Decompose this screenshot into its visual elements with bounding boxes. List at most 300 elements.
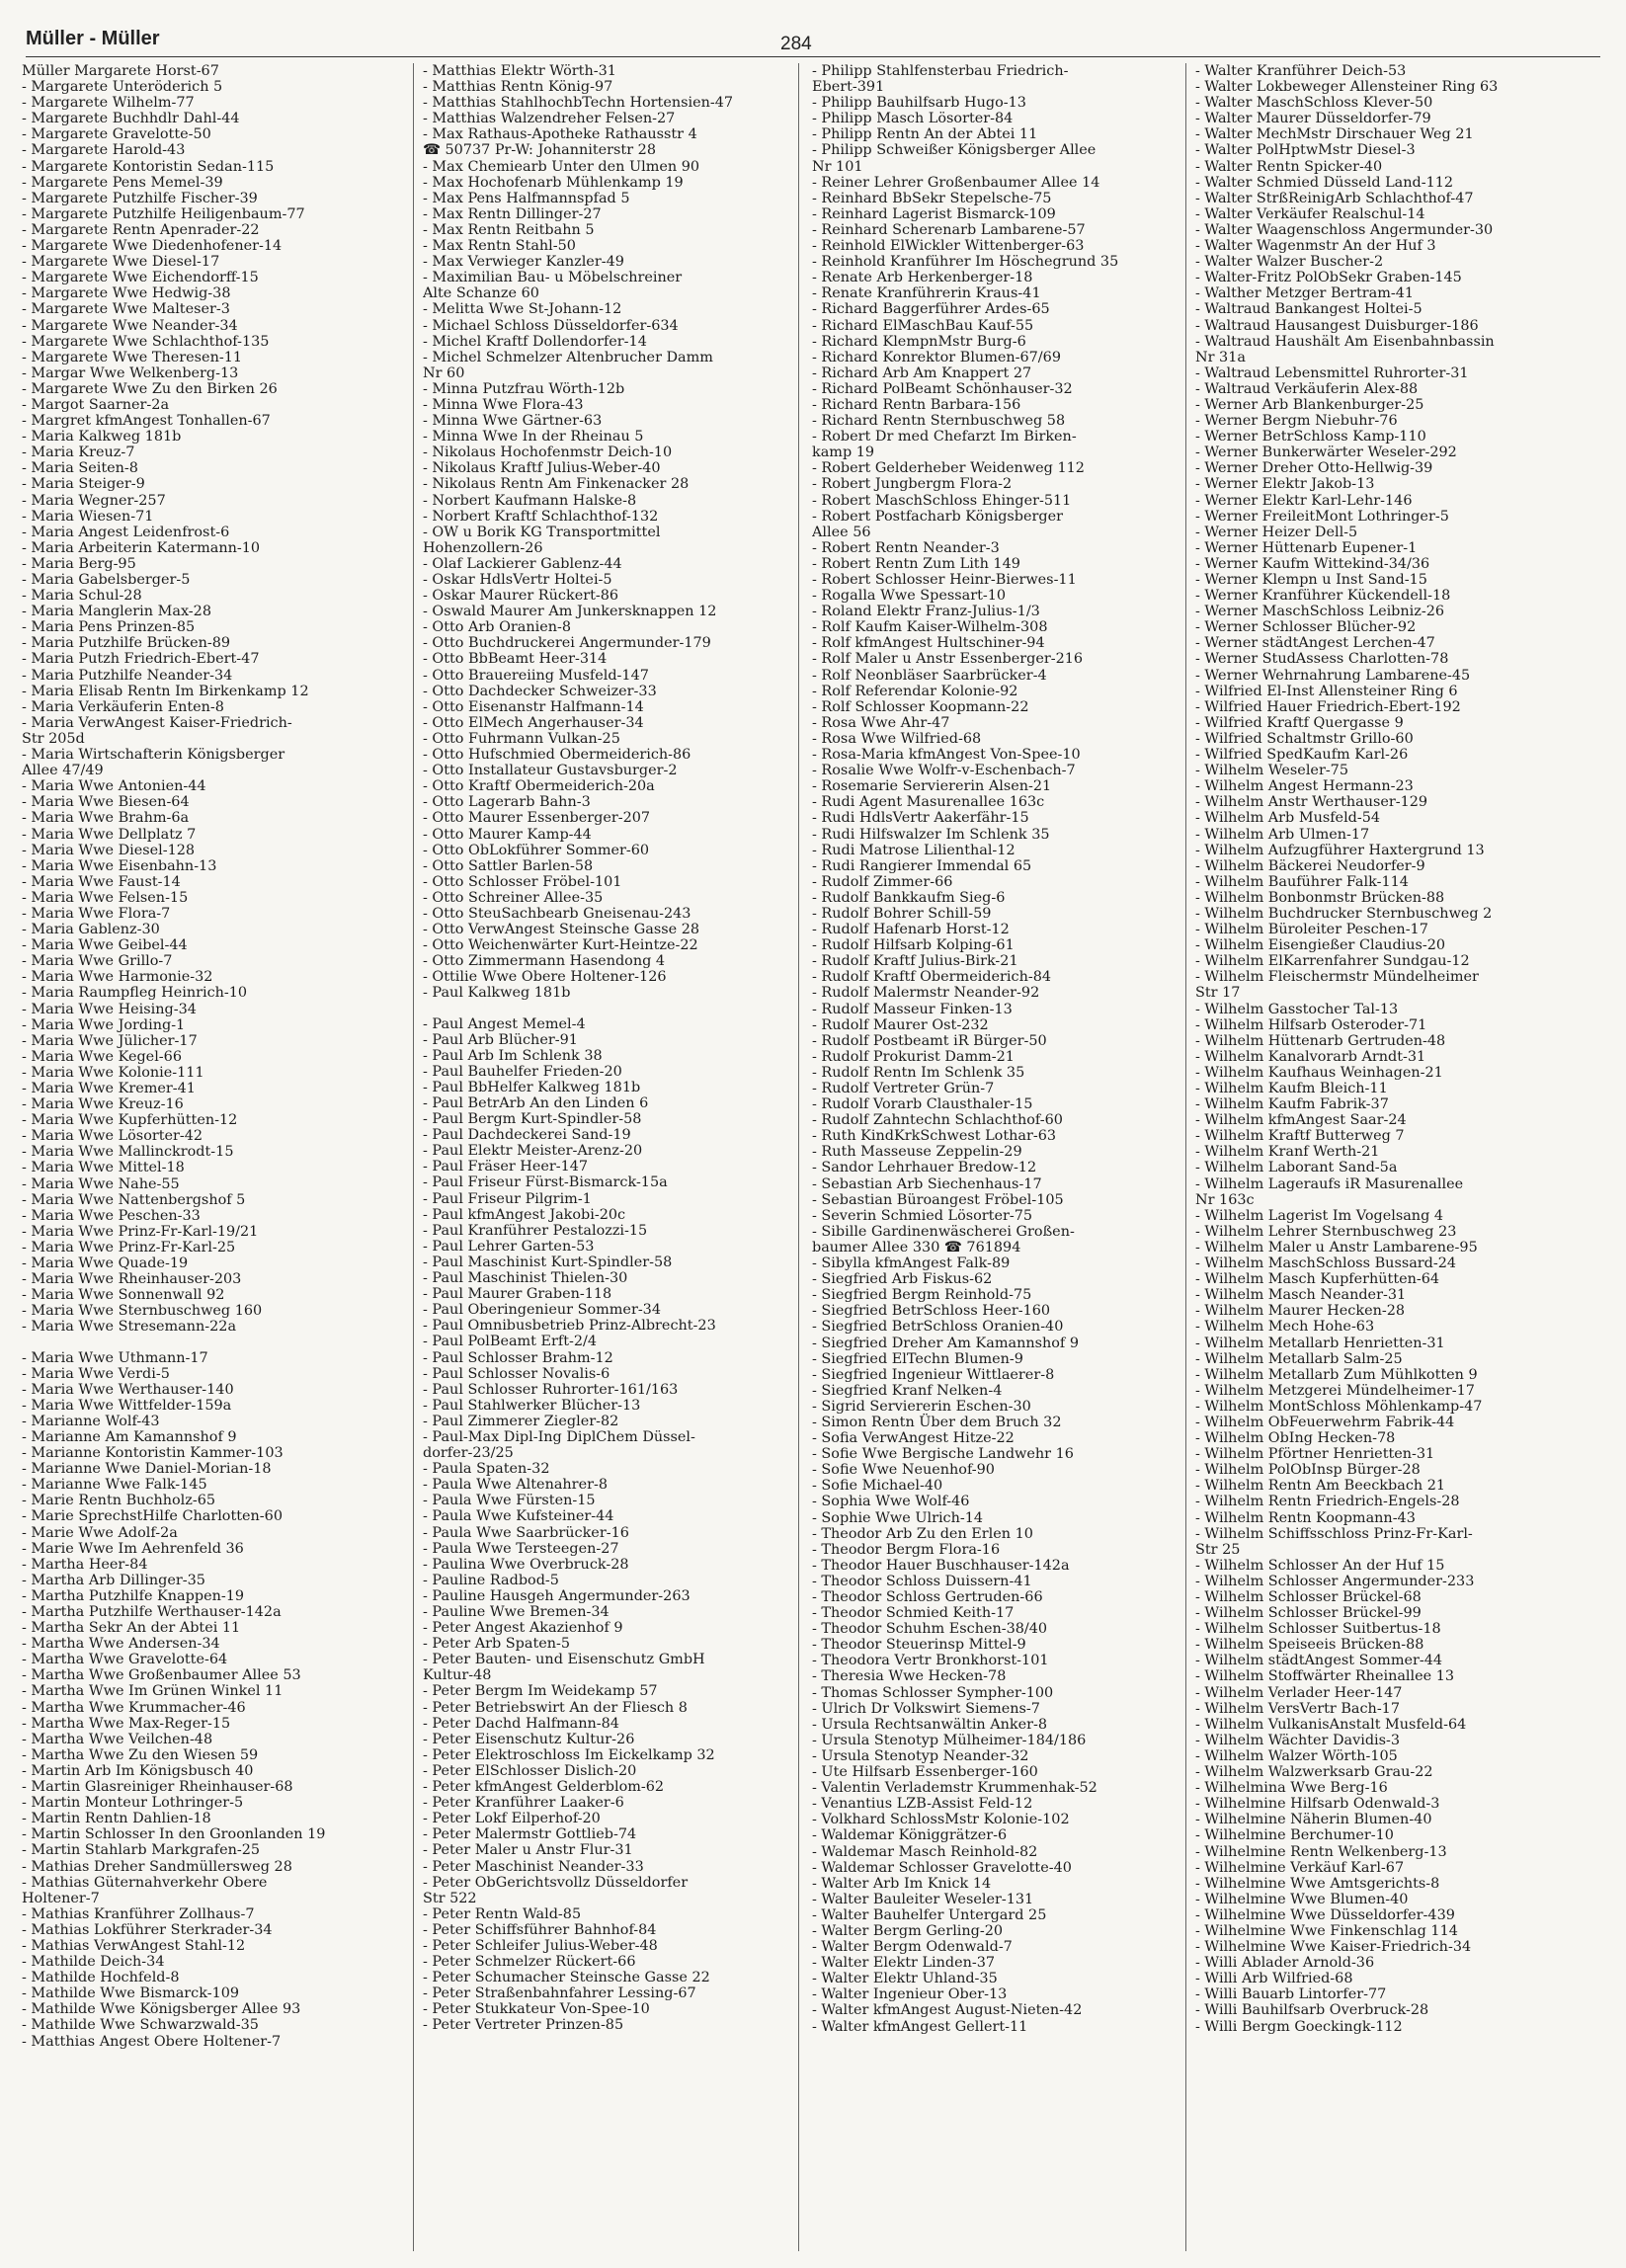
directory-entry: - Robert Schlosser Heinr-Bierwes-11 xyxy=(812,572,1077,588)
directory-entry: - Sophie Wwe Ulrich-14 xyxy=(812,1509,984,1526)
directory-entry: - Matthias Walzendreher Felsen-27 xyxy=(423,111,676,127)
directory-entry: - Walter Maurer Düsseldorfer-79 xyxy=(1195,111,1431,127)
directory-entry: - Peter Schiffsführer Bahnhof-84 xyxy=(423,1921,657,1938)
directory-entry: - Werner Heizer Dell-5 xyxy=(1195,524,1358,540)
directory-entry: - Paul PolBeamt Erft-2/4 xyxy=(423,1334,598,1350)
directory-entry: - Matthias Rentn König-97 xyxy=(423,79,613,96)
directory-entry: - Wilhelm Mech Hohe-63 xyxy=(1195,1319,1375,1336)
directory-entry: - Theodor Schuhm Eschen-38/40 xyxy=(812,1621,1048,1638)
directory-entry: - Wilhelm Lageraufs iR Masurenallee xyxy=(1195,1175,1464,1192)
directory-entry: - Reinhold Kranführer Im Höschegrund 35 xyxy=(812,254,1119,271)
directory-entry: - Martin Monteur Lothringer-5 xyxy=(22,1795,244,1812)
directory-entry: - Maria Wwe Faust-14 xyxy=(22,873,181,890)
directory-entry: - Reinhard Scherenarb Lambarene-57 xyxy=(812,221,1086,238)
directory-entry: - Maria Wwe Nahe-55 xyxy=(22,1175,180,1192)
directory-entry: - Wilhelm Masch Neander-31 xyxy=(1195,1287,1407,1304)
directory-entry: - Wilhelm Eisengießer Claudius-20 xyxy=(1195,937,1446,954)
directory-entry: - Maria Putzhilfe Brücken-89 xyxy=(22,635,231,652)
directory-entry: - Wilhelm Anstr Werthauser-129 xyxy=(1195,794,1428,811)
directory-entry: - Olaf Lackierer Gablenz-44 xyxy=(423,555,622,572)
directory-entry: - Peter Malermstr Gottlieb-74 xyxy=(423,1826,637,1843)
directory-entry: - Margarete Putzhilfe Fischer-39 xyxy=(22,190,258,206)
directory-entry: - Robert Jungbergm Flora-2 xyxy=(812,476,1013,493)
column-3 xyxy=(812,63,1205,2260)
directory-entry: - Maria Wwe Verdi-5 xyxy=(22,1365,170,1382)
directory-entry: - Waltraud Lebensmittel Ruhrorter-31 xyxy=(1195,364,1469,381)
directory-entry: - Martha Wwe Veilchen-48 xyxy=(22,1731,213,1747)
directory-entry: - Peter Kranführer Laaker-6 xyxy=(423,1795,624,1812)
directory-entry: - Otto Installateur Gustavsburger-2 xyxy=(423,763,678,779)
directory-entry: - Peter Maler u Anstr Flur-31 xyxy=(423,1842,633,1859)
directory-entry: - Maria Wwe Sternbuschweg 160 xyxy=(22,1303,263,1320)
directory-entry: - Maria Wwe Kreuz-16 xyxy=(22,1096,184,1113)
directory-entry: Kultur-48 xyxy=(423,1667,492,1684)
directory-entry: - Wilhelmine Berchumer-10 xyxy=(1195,1827,1394,1844)
directory-entry: - Wilhelmine Hilfsarb Odenwald-3 xyxy=(1195,1796,1440,1813)
directory-entry: ☎ 50737 Pr-W: Johanniterstr 28 xyxy=(423,142,656,159)
directory-entry: - Reinhard Lagerist Bismarck-109 xyxy=(812,205,1056,222)
directory-entry: - Rudolf Malermstr Neander-92 xyxy=(812,985,1040,1002)
directory-entry: - Walter Wagenmstr An der Huf 3 xyxy=(1195,238,1436,255)
directory-entry: - Peter Elektroschloss Im Eickelkamp 32 xyxy=(423,1746,715,1763)
directory-entry: Allee 56 xyxy=(812,524,871,540)
directory-entry: - Rolf Kaufm Kaiser-Wilhelm-308 xyxy=(812,619,1048,636)
directory-entry: - Wilhelm Metallarb Zum Mühlkotten 9 xyxy=(1195,1366,1478,1383)
directory-entry: - Maria Wwe Wittfelder-159a xyxy=(22,1397,232,1414)
directory-entry: - Wilhelm Rentn Am Beeckbach 21 xyxy=(1195,1478,1446,1495)
directory-entry: - Sebastian Büroangest Fröbel-105 xyxy=(812,1191,1064,1208)
directory-entry: kamp 19 xyxy=(812,445,875,461)
directory-entry: - Otto BbBeamt Heer-314 xyxy=(423,651,608,668)
directory-entry: - Martin Schlosser In den Groonlanden 19 xyxy=(22,1826,326,1843)
directory-entry: - Marianne Wwe Daniel-Morian-18 xyxy=(22,1461,272,1478)
directory-entry: - Maria Wwe Biesen-64 xyxy=(22,794,190,811)
directory-entry: - Wilhelm Schlosser Brückel-68 xyxy=(1195,1589,1422,1605)
directory-entry: - Martin Glasreiniger Rheinhauser-68 xyxy=(22,1779,293,1796)
directory-entry: - Paul Maschinist Kurt-Spindler-58 xyxy=(423,1254,673,1270)
directory-entry: - Maria Wwe Diesel-128 xyxy=(22,842,196,858)
directory-entry: - Paulina Wwe Overbruck-28 xyxy=(423,1556,629,1573)
directory-entry: - Otto Maurer Kamp-44 xyxy=(423,826,592,843)
directory-entry: - Marie Rentn Buchholz-65 xyxy=(22,1493,216,1509)
directory-entry: - Maria Putzh Friedrich-Ebert-47 xyxy=(22,651,260,668)
directory-entry: - Walter Walzer Buscher-2 xyxy=(1195,254,1384,271)
directory-entry: - Maria Wwe Flora-7 xyxy=(22,905,171,922)
directory-entry: - Wilhelm Walzer Wörth-105 xyxy=(1195,1747,1398,1764)
directory-entry: - Willi Bergm Goeckingk-112 xyxy=(1195,2018,1403,2035)
directory-entry: - Margarete Putzhilfe Heiligenbaum-77 xyxy=(22,205,305,222)
directory-entry: - Marianne Am Kamannshof 9 xyxy=(22,1428,237,1445)
directory-entry: - Richard Konrektor Blumen-67/69 xyxy=(812,349,1061,365)
directory-entry: - Otto Schlosser Fröbel-101 xyxy=(423,873,622,890)
directory-entry: - Wilhelmina Wwe Berg-16 xyxy=(1195,1780,1388,1797)
directory-entry: - Rudolf Masseur Finken-13 xyxy=(812,1001,1013,1017)
directory-entry: Str 205d xyxy=(22,730,85,747)
directory-entry: - Rosa-Maria kfmAngest Von-Spee-10 xyxy=(812,747,1081,764)
directory-entry: - Sophia Wwe Wolf-46 xyxy=(812,1494,970,1510)
directory-entry: - Peter Eisenschutz Kultur-26 xyxy=(423,1731,635,1747)
directory-entry: - Margarete Wwe Neander-34 xyxy=(22,317,238,334)
directory-entry: - Maria Wwe Felsen-15 xyxy=(22,889,189,906)
directory-entry: - Peter Straßenbahnfahrer Lessing-67 xyxy=(423,1985,696,2002)
directory-entry: - Max Verwieger Kanzler-49 xyxy=(423,254,624,271)
directory-entry: - Siegfried ElTechn Blumen-9 xyxy=(812,1350,1023,1367)
directory-entry: - Maria Wwe Brahm-6a xyxy=(22,810,190,827)
directory-entry: - Maria Kreuz-7 xyxy=(22,445,135,461)
directory-entry: - Rosemarie Serviererin Alsen-21 xyxy=(812,778,1052,795)
directory-entry: - Margarete Harold-43 xyxy=(22,142,186,159)
directory-entry: - Wilhelm Kaufhaus Weinhagen-21 xyxy=(1195,1064,1443,1081)
directory-entry: - Wilhelm Rentn Koopmann-43 xyxy=(1195,1509,1416,1526)
directory-entry: - Otto Brauereiing Musfeld-147 xyxy=(423,667,649,684)
directory-entry: - Rudolf Vorarb Clausthaler-15 xyxy=(812,1096,1033,1113)
directory-entry: - Werner Elektr Jakob-13 xyxy=(1195,476,1375,493)
column-1 xyxy=(22,63,405,2260)
directory-entry: - Martha Putzhilfe Knappen-19 xyxy=(22,1587,245,1604)
directory-entry: - Max Hochofenarb Mühlenkamp 19 xyxy=(423,174,684,191)
directory-entry: - Wilhelm Schlosser Suitbertus-18 xyxy=(1195,1621,1441,1638)
directory-entry: - Werner FreileitMont Lothringer-5 xyxy=(1195,508,1449,525)
directory-entry: - Maria Wwe Lösorter-42 xyxy=(22,1128,203,1145)
directory-entry: - Ottilie Wwe Obere Holtener-126 xyxy=(423,969,667,986)
directory-entry: - Oswald Maurer Am Junkersknappen 12 xyxy=(423,604,717,620)
directory-entry: - Rosa Wwe Wilfried-68 xyxy=(812,730,982,747)
column-4 xyxy=(1195,63,1600,2260)
directory-entry: - Paul Friseur Fürst-Bismarck-15a xyxy=(423,1174,668,1191)
directory-entry: - Rolf Maler u Anstr Essenberger-216 xyxy=(812,651,1084,668)
directory-entry: - Robert Postfacharb Königsberger xyxy=(812,508,1064,525)
directory-entry: - Wilhelm ObFeuerwehrm Fabrik-44 xyxy=(1195,1414,1455,1430)
directory-entry: - Walther Metzger Bertram-41 xyxy=(1195,285,1415,302)
directory-entry: - Paul Oberingenieur Sommer-34 xyxy=(423,1302,661,1319)
directory-entry: - Paul Maurer Graben-118 xyxy=(423,1286,612,1303)
directory-entry: - Rogalla Wwe Spessart-10 xyxy=(812,588,1007,605)
directory-entry: - Maria Kalkweg 181b xyxy=(22,429,182,446)
directory-entry: - Margarete Kontoristin Sedan-115 xyxy=(22,158,275,175)
directory-entry: - Wilfried El-Inst Allensteiner Ring 6 xyxy=(1195,683,1458,699)
directory-entry: - Wilhelm Buchdrucker Sternbuschweg 2 xyxy=(1195,905,1493,922)
directory-entry: - Paul Zimmerer Ziegler-82 xyxy=(423,1413,619,1429)
directory-entry: - Reiner Lehrer Großenbaumer Allee 14 xyxy=(812,174,1100,191)
directory-entry: - Peter Rentn Wald-85 xyxy=(423,1905,582,1922)
directory-entry: - Sofie Wwe Bergische Landwehr 16 xyxy=(812,1446,1074,1463)
page-header xyxy=(0,0,1626,57)
directory-entry: - Otto ObLokführer Sommer-60 xyxy=(423,842,650,858)
directory-entry: - Walter Elektr Uhland-35 xyxy=(812,1971,998,1987)
directory-entry: - Maria Wwe Mallinckrodt-15 xyxy=(22,1144,234,1161)
directory-entry: - Theodor Hauer Buschhauser-142a xyxy=(812,1557,1070,1574)
directory-entry: - Walter Bauhelfer Untergard 25 xyxy=(812,1906,1047,1923)
directory-entry: - Wilhelmine Wwe Blumen-40 xyxy=(1195,1891,1409,1907)
directory-entry: - Wilhelm MaschSchloss Bussard-24 xyxy=(1195,1256,1457,1272)
directory-entry: - Paul Omnibusbetrieb Prinz-Albrecht-23 xyxy=(423,1318,716,1335)
directory-entry: - Oskar HdlsVertr Holtei-5 xyxy=(423,572,612,588)
directory-entry: - Maria Wiesen-71 xyxy=(22,508,154,525)
directory-entry: - Wilhelm Walzwerksarb Grau-22 xyxy=(1195,1764,1433,1781)
directory-entry: - Sigrid Serviererin Eschen-30 xyxy=(812,1398,1031,1415)
directory-entry: - Maria Wwe Dellplatz 7 xyxy=(22,826,197,843)
directory-entry: - Paul Lehrer Garten-53 xyxy=(423,1238,595,1255)
directory-entry: - Margar Wwe Welkenberg-13 xyxy=(22,364,239,381)
directory-entry: - Pauline Wwe Bremen-34 xyxy=(423,1604,610,1620)
directory-entry: - Marie Wwe Adolf-2a xyxy=(22,1524,178,1541)
directory-entry: - Otto Dachdecker Schweizer-33 xyxy=(423,683,657,699)
directory-entry: - Maria Wwe Antonien-44 xyxy=(22,778,206,795)
directory-entry: - Wilhelm Schiffsschloss Prinz-Fr-Karl- xyxy=(1195,1525,1473,1542)
directory-entry: - Paul Kalkweg 181b xyxy=(423,985,571,1002)
directory-entry: - Margarete Gravelotte-50 xyxy=(22,126,211,143)
directory-entry: - Mathilde Wwe Bismarck-109 xyxy=(22,1985,240,2002)
directory-entry: - Wilhelm VersVertr Bach-17 xyxy=(1195,1700,1400,1717)
directory-entry: - Werner StudAssess Charlotten-78 xyxy=(1195,651,1449,668)
directory-entry: - Wilfried SpedKaufm Karl-26 xyxy=(1195,747,1409,764)
directory-entry: - Peter Angest Akazienhof 9 xyxy=(423,1620,623,1637)
directory-entry: - Rudolf Hafenarb Horst-12 xyxy=(812,922,1010,938)
directory-entry: - Siegfried Dreher Am Kamannshof 9 xyxy=(812,1335,1079,1351)
directory-entry: - Nikolaus Rentn Am Finkenacker 28 xyxy=(423,476,690,493)
directory-entry: - Wilhelm Büroleiter Peschen-17 xyxy=(1195,922,1428,938)
directory-entry: - Margot Saarner-2a xyxy=(22,396,170,413)
directory-entry: - Wilhelm Bonbonmstr Brücken-88 xyxy=(1195,889,1445,906)
directory-entry: - Martin Stahlarb Markgrafen-25 xyxy=(22,1842,261,1859)
directory-entry: - Philipp Stahlfensterbau Friedrich- xyxy=(812,63,1069,79)
directory-entry: - Venantius LZB-Assist Feld-12 xyxy=(812,1796,1033,1813)
directory-entry: - Peter Maschinist Neander-33 xyxy=(423,1858,644,1875)
directory-entry: Nr 60 xyxy=(423,364,465,381)
directory-entry: - Marianne Wolf-43 xyxy=(22,1413,160,1429)
directory-entry: - Paula Wwe Kufsteiner-44 xyxy=(423,1508,614,1525)
directory-entry: - Otto Fuhrmann Vulkan-25 xyxy=(423,730,620,747)
directory-entry: - Margarete Wwe Malteser-3 xyxy=(22,301,230,318)
directory-entry: Str 522 xyxy=(423,1890,477,1906)
directory-entry: - Wilhelm Rentn Friedrich-Engels-28 xyxy=(1195,1494,1460,1510)
directory-entry: - Max Rathaus-Apotheke Rathausstr 4 xyxy=(423,126,697,143)
directory-entry: - Ursula Rechtsanwältin Anker-8 xyxy=(812,1716,1048,1733)
directory-entry: - Theodor Schloss Gertruden-66 xyxy=(812,1589,1043,1605)
directory-entry: - Maria Berg-95 xyxy=(22,555,136,572)
directory-entry: - Ursula Stenotyp Neander-32 xyxy=(812,1747,1029,1764)
directory-entry: - Paul Arb Im Schlenk 38 xyxy=(423,1047,603,1064)
directory-entry: - Wilhelmine Näherin Blumen-40 xyxy=(1195,1812,1432,1828)
directory-entry: - Philipp Schweißer Königsberger Allee xyxy=(812,142,1097,159)
directory-entry: - Otto Lagerarb Bahn-3 xyxy=(423,794,591,811)
directory-entry: - Robert Rentn Neander-3 xyxy=(812,539,1000,556)
directory-entry: - Paula Spaten-32 xyxy=(423,1461,550,1478)
directory-entry: - Maria Wwe Sonnenwall 92 xyxy=(22,1287,225,1304)
directory-entry: - Walter Waagenschloss Angermunder-30 xyxy=(1195,221,1494,238)
directory-entry: - Werner MaschSchloss Leibniz-26 xyxy=(1195,604,1445,620)
directory-entry: - Willi Ablader Arnold-36 xyxy=(1195,1955,1375,1972)
directory-entry: - Willi Bauhilfsarb Overbruck-28 xyxy=(1195,2002,1429,2019)
directory-entry: - Waldemar Königgrätzer-6 xyxy=(812,1827,1008,1844)
directory-entry: - Werner BetrSchloss Kamp-110 xyxy=(1195,429,1426,446)
directory-entry: - Walter Kranführer Deich-53 xyxy=(1195,63,1407,79)
directory-entry: - Minna Putzfrau Wörth-12b xyxy=(423,380,625,397)
directory-entry: - Reinhard BbSekr Stepelsche-75 xyxy=(812,190,1052,206)
directory-entry: - Paul Dachdeckerei Sand-19 xyxy=(423,1127,631,1144)
directory-entry: - Otto Hufschmied Obermeiderich-86 xyxy=(423,747,691,764)
directory-entry: - Max Rentn Dillinger-27 xyxy=(423,205,602,222)
directory-entry: - Theresia Wwe Hecken-78 xyxy=(812,1668,1007,1685)
header-rule xyxy=(26,56,1600,57)
directory-entry: - Werner Dreher Otto-Hellwig-39 xyxy=(1195,460,1433,477)
directory-entry: - Rudi Matrose Lilienthal-12 xyxy=(812,842,1016,858)
directory-entry: - Margarete Wwe Theresen-11 xyxy=(22,349,243,365)
directory-entry: - Rosalie Wwe Wolfr-v-Eschenbach-7 xyxy=(812,763,1076,779)
directory-entry: - Robert MaschSchloss Ehinger-511 xyxy=(812,492,1072,509)
directory-entry: - Margarete Buchhdlr Dahl-44 xyxy=(22,111,240,127)
directory-entry: - Walter MechMstr Dirschauer Weg 21 xyxy=(1195,126,1474,143)
directory-entry: - Oskar Maurer Rückert-86 xyxy=(423,588,619,605)
directory-entry: - Wilhelm ElKarrenfahrer Sundgau-12 xyxy=(1195,953,1470,970)
directory-entry: - Mathias Lokführer Sterkrader-34 xyxy=(22,1921,273,1938)
directory-entry: - Wilhelm Lagerist Im Vogelsang 4 xyxy=(1195,1207,1444,1224)
directory-entry: - Philipp Rentn An der Abtei 11 xyxy=(812,126,1038,143)
directory-entry: - Maria Gablenz-30 xyxy=(22,922,160,938)
directory-entry: - Richard Rentn Barbara-156 xyxy=(812,396,1021,413)
directory-entry: - Rudolf Bohrer Schill-59 xyxy=(812,905,992,922)
directory-entry: - Maria Wegner-257 xyxy=(22,492,166,509)
directory-entry: - Paul BetrArb An den Linden 6 xyxy=(423,1095,649,1111)
directory-entry: - Wilhelm Masch Kupferhütten-64 xyxy=(1195,1271,1440,1288)
directory-entry: - Paul Schlosser Brahm-12 xyxy=(423,1349,613,1366)
directory-entry: - Robert Rentn Zum Lith 149 xyxy=(812,555,1020,572)
directory-entry: - Wilhelmine Verkäuf Karl-67 xyxy=(1195,1859,1405,1876)
directory-entry: - Maria Raumpfleg Heinrich-10 xyxy=(22,985,248,1002)
directory-entry: - Paul Angest Memel-4 xyxy=(423,1015,586,1032)
directory-entry: Allee 47/49 xyxy=(22,763,104,779)
directory-entry: - Ute Hilfsarb Essenberger-160 xyxy=(812,1764,1038,1781)
directory-entry: - Rudolf Hilfsarb Kolping-61 xyxy=(812,937,1015,954)
directory-entry: - Martin Rentn Dahlien-18 xyxy=(22,1811,211,1827)
directory-entry: - Margarete Unteröderich 5 xyxy=(22,79,223,96)
directory-entry: - Paul-Max Dipl-Ing DiplChem Düssel- xyxy=(423,1428,695,1445)
directory-entry: - Mathilde Hochfeld-8 xyxy=(22,1970,180,1986)
directory-entry: - Peter Dachd Halfmann-84 xyxy=(423,1715,619,1732)
directory-entry: Ebert-391 xyxy=(812,79,885,96)
directory-entry: - Ulrich Dr Volkswirt Siemens-7 xyxy=(812,1700,1040,1717)
directory-entry: - Otto VerwAngest Steinsche Gasse 28 xyxy=(423,922,700,938)
directory-entry: - Siegfried Ingenieur Wittlaerer-8 xyxy=(812,1366,1055,1383)
directory-entry: - Robert Gelderheber Weidenweg 112 xyxy=(812,460,1085,477)
directory-entry: - Maria Seiten-8 xyxy=(22,460,138,477)
directory-entry: - Wilhelmine Wwe Kaiser-Friedrich-34 xyxy=(1195,1939,1472,1956)
directory-entry: - Norbert Kaufmann Halske-8 xyxy=(423,492,637,509)
directory-entry: - Rudi Hilfswalzer Im Schlenk 35 xyxy=(812,826,1050,843)
directory-entry: - Walter kfmAngest August-Nieten-42 xyxy=(812,2002,1083,2019)
directory-entry: - Walter Ingenieur Ober-13 xyxy=(812,1986,1008,2003)
directory-entry: - Maria Wwe Eisenbahn-13 xyxy=(22,857,217,874)
directory-entry: - Marianne Kontoristin Kammer-103 xyxy=(22,1445,284,1462)
directory-entry: - Rudolf Rentn Im Schlenk 35 xyxy=(812,1064,1025,1081)
directory-entry: - Rolf Referendar Kolonie-92 xyxy=(812,683,1018,699)
directory-entry: - Wilhelm Kanalvorarb Arndt-31 xyxy=(1195,1048,1426,1065)
directory-entry: - Theodor Schloss Duissern-41 xyxy=(812,1573,1032,1589)
directory-entry: - Sibille Gardinenwäscherei Großen- xyxy=(812,1223,1075,1240)
directory-entry: - Max Rentn Stahl-50 xyxy=(423,238,576,255)
directory-entry: - Otto Schreiner Allee-35 xyxy=(423,889,604,906)
directory-entry: - Walter Bergm Odenwald-7 xyxy=(812,1939,1013,1956)
directory-entry: - Thomas Schlosser Sympher-100 xyxy=(812,1684,1054,1701)
directory-entry: - Rolf kfmAngest Hultschiner-94 xyxy=(812,635,1045,652)
directory-entry: - Matthias StahlhochbTechn Hortensien-47 xyxy=(423,95,734,112)
directory-entry: - Wilhelm Metallarb Salm-25 xyxy=(1195,1350,1403,1367)
directory-entry: - Maria Wwe Geibel-44 xyxy=(22,937,188,954)
directory-entry: - Marie SprechstHilfe Charlotten-60 xyxy=(22,1508,283,1525)
directory-entry: - Rudi Rangierer Immendal 65 xyxy=(812,857,1032,874)
directory-entry: - Wilhelmine Wwe Amtsgerichts-8 xyxy=(1195,1875,1440,1892)
directory-entry: - Maria Wwe Quade-19 xyxy=(22,1256,189,1272)
directory-entry: - Werner Kaufm Wittekind-34/36 xyxy=(1195,555,1430,572)
directory-entry: - Pauline Hausgeh Angermunder-263 xyxy=(423,1587,691,1604)
directory-entry: - Wilhelm VulkanisAnstalt Musfeld-64 xyxy=(1195,1716,1467,1733)
directory-entry: - Werner Elektr Karl-Lehr-146 xyxy=(1195,492,1413,509)
directory-entry: - Michel Kraftf Dollendorfer-14 xyxy=(423,333,647,350)
directory-entry: Holtener-7 xyxy=(22,1890,100,1906)
page-number: 284 xyxy=(780,34,812,54)
directory-entry: - Renate Arb Herkenberger-18 xyxy=(812,270,1033,286)
directory-entry: - Wilhelmine Rentn Welkenberg-13 xyxy=(1195,1843,1447,1860)
directory-entry: - Marie Wwe Im Aehrenfeld 36 xyxy=(22,1540,244,1557)
directory-entry: - Rudolf Zimmer-66 xyxy=(812,873,953,890)
directory-entry: - Wilhelm Schlosser Angermunder-233 xyxy=(1195,1573,1475,1589)
directory-entry: - Wilhelm Verlader Heer-147 xyxy=(1195,1684,1403,1701)
directory-entry: - Max Rentn Reitbahn 5 xyxy=(423,221,595,238)
directory-entry: - Otto Weichenwärter Kurt-Heintze-22 xyxy=(423,937,698,954)
directory-entry: - Maria Wwe Stresemann-22a xyxy=(22,1319,237,1336)
directory-entry: - Melitta Wwe St-Johann-12 xyxy=(423,301,622,318)
directory-entry: - Sofia VerwAngest Hitze-22 xyxy=(812,1430,1015,1447)
directory-entry: - Paul Schlosser Novalis-6 xyxy=(423,1365,610,1382)
directory-entry: Str 25 xyxy=(1195,1541,1241,1558)
directory-entry: - Wilhelm kfmAngest Saar-24 xyxy=(1195,1112,1407,1129)
directory-entry: - Mathias VerwAngest Stahl-12 xyxy=(22,1937,246,1954)
directory-entry: - Peter ElSchlosser Dislich-20 xyxy=(423,1762,637,1779)
directory-entry: Nr 101 xyxy=(812,158,863,175)
directory-entry: - Wilhelmine Wwe Finkenschlag 114 xyxy=(1195,1922,1458,1939)
directory-entry: - Wilhelm Metzgerei Mündelheimer-17 xyxy=(1195,1382,1475,1399)
directory-entry: - Walter PolHptwMstr Diesel-3 xyxy=(1195,142,1416,159)
directory-entry: - Werner Bunkerwärter Weseler-292 xyxy=(1195,445,1457,461)
directory-entry: - Paul kfmAngest Jakobi-20c xyxy=(423,1206,626,1223)
directory-entry: - Maria Wwe Mittel-18 xyxy=(22,1160,185,1176)
directory-entry: - Robert Dr med Chefarzt Im Birken- xyxy=(812,429,1077,446)
directory-entry: - Maria Wwe Jülicher-17 xyxy=(22,1032,198,1049)
directory-entry: - Werner Wehrnahrung Lambarene-45 xyxy=(1195,667,1471,684)
directory-entry: - Valentin Verlademstr Krummenhak-52 xyxy=(812,1780,1098,1797)
directory-entry: - Peter Arb Spaten-5 xyxy=(423,1636,571,1653)
directory-entry: - Rudi HdlsVertr Aakerfähr-15 xyxy=(812,810,1029,827)
directory-entry: - Paul Maschinist Thielen-30 xyxy=(423,1270,628,1287)
directory-entry: - Otto SteuSachbearb Gneisenau-243 xyxy=(423,905,691,922)
directory-entry: - Peter kfmAngest Gelderblom-62 xyxy=(423,1779,665,1796)
directory-entry: - Martha Sekr An der Abtei 11 xyxy=(22,1620,241,1637)
directory-entry: - Otto Kraftf Obermeiderich-20a xyxy=(423,778,655,795)
directory-entry: - Siegfried Bergm Reinhold-75 xyxy=(812,1287,1032,1304)
directory-entry: - Maria Manglerin Max-28 xyxy=(22,604,211,620)
directory-entry: - Richard Baggerführer Ardes-65 xyxy=(812,301,1050,318)
directory-entry: - Maria Wwe Harmonie-32 xyxy=(22,969,213,986)
directory-entry: - Mathias Dreher Sandmüllersweg 28 xyxy=(22,1858,292,1875)
directory-entry: - Martha Putzhilfe Werthauser-142a xyxy=(22,1604,282,1620)
directory-entry: - Nikolaus Kraftf Julius-Weber-40 xyxy=(423,460,661,477)
directory-entry: - Theodor Schmied Keith-17 xyxy=(812,1605,1015,1622)
directory-entry: - Mathilde Wwe Schwarzwald-35 xyxy=(22,2017,259,2034)
directory-entry: - Maximilian Bau- u Möbelschreiner xyxy=(423,270,683,286)
directory-entry: - Wilfried Schaltmstr Grillo-60 xyxy=(1195,730,1414,747)
directory-entry: - Rudolf Postbeamt iR Bürger-50 xyxy=(812,1032,1047,1049)
directory-entry: - Wilhelm Schlosser An der Huf 15 xyxy=(1195,1557,1445,1574)
